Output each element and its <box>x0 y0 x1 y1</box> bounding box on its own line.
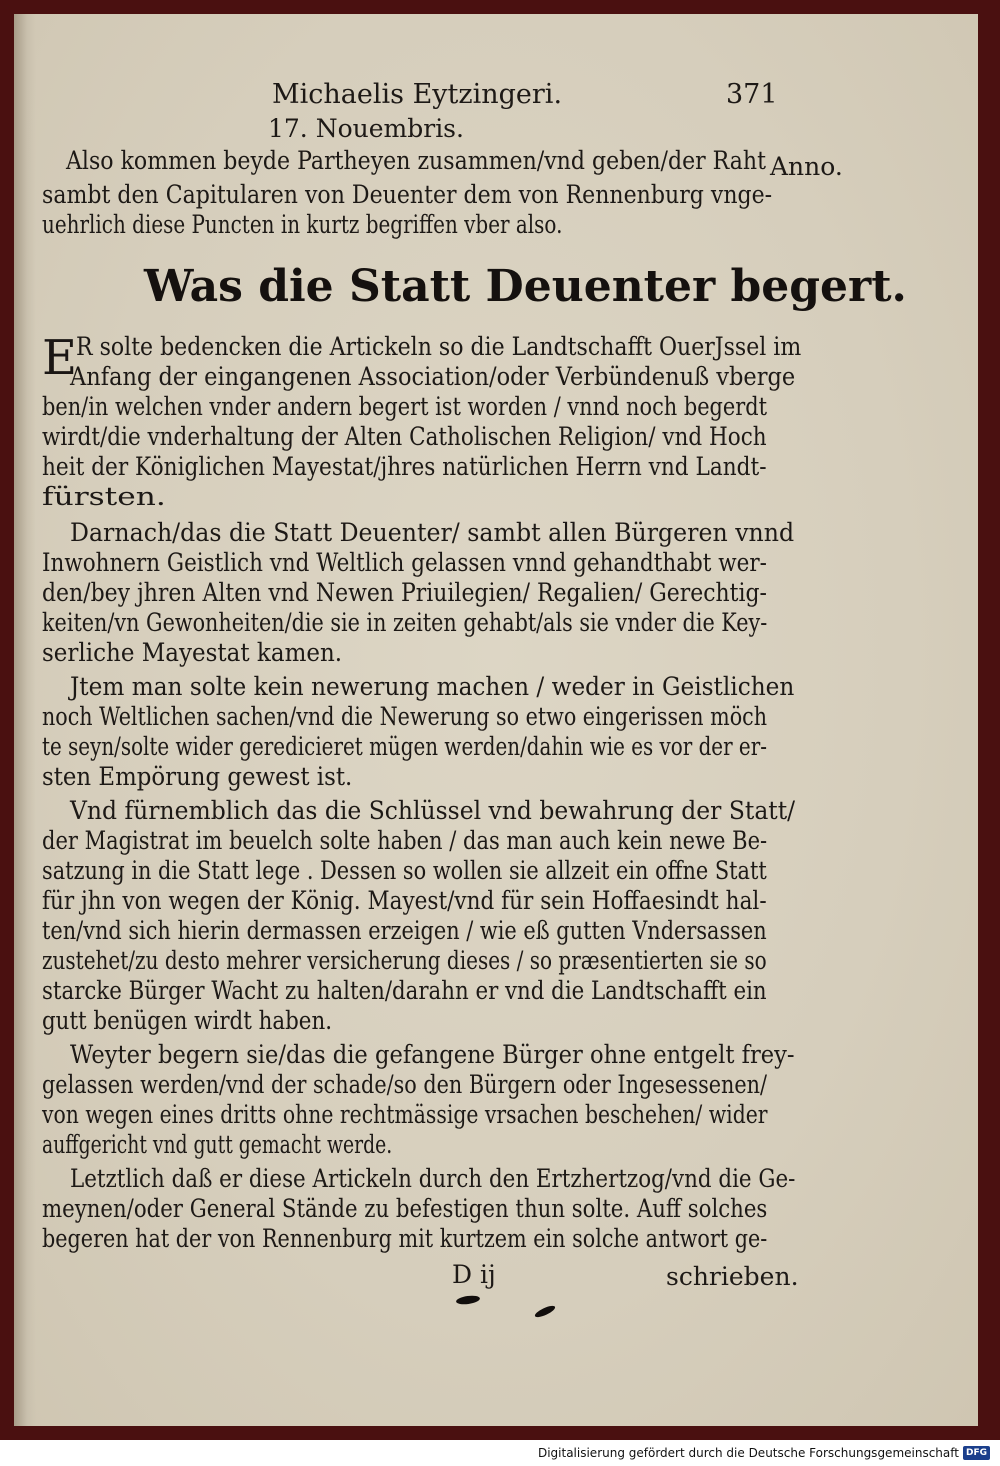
drop-cap: E <box>42 330 78 386</box>
text-line: den/bey jhren Alten vnd Newen Priuilegien/ Regalien/ Gerechtig- <box>42 578 767 607</box>
footer-text: Digitalisierung gefördert durch die Deutsche Forschungsgemeinschaft <box>537 1446 959 1460</box>
text-line: ten/vnd sich hierin dermassen erzeigen / wie eß gutten Vndersassen <box>42 916 767 945</box>
text-line: te seyn/solte wider geredicieret mügen werden/dahin wie es vor der er- <box>42 732 767 761</box>
text-line: R solte bedencken die Artickeln so die Landtschafft OuerJssel im <box>76 332 802 361</box>
ink-smudge <box>534 1304 557 1320</box>
text-line: Vnd fürnemblich das die Schlüssel vnd bewahrung der Statt/ <box>70 796 796 825</box>
text-line: Darnach/das die Statt Deuenter/ sambt allen Bürgeren vnnd <box>70 518 795 547</box>
ink-smudge <box>456 1294 481 1305</box>
date-line: 17. Nouembris. <box>268 114 464 143</box>
text-line: satzung in die Statt lege . Dessen so wollen sie allzeit ein offne Statt <box>42 856 767 885</box>
signature-mark: D ij <box>452 1260 496 1289</box>
text-line: Letztlich daß er diese Artickeln durch den Ertzhertzog/vnd die Ge- <box>70 1164 796 1193</box>
section-heading: Was die Statt Deuenter begert. <box>144 261 907 312</box>
footer-credit <box>538 1443 990 1463</box>
text-line: wirdt/die vnderhaltung der Alten Catholischen Religion/ vnd Hoch <box>42 422 767 451</box>
margin-note: Anno. <box>770 152 843 181</box>
catchword: schrieben. <box>666 1262 799 1291</box>
text-line: auffgericht vnd gutt gemacht werde. <box>42 1130 393 1159</box>
text-line: begeren hat der von Rennenburg mit kurtzem ein solche antwort ge- <box>42 1224 768 1253</box>
text-line: von wegen eines dritts ohne rechtmässige vrsachen beschehen/ wider <box>42 1100 768 1129</box>
text-line: Inwohnern Geistlich vnd Weltlich gelassen vnnd gehandthabt wer- <box>42 548 767 577</box>
text-line: fürsten. <box>42 482 166 511</box>
text-line: Jtem man solte kein newerung machen / weder in Geistlichen <box>70 672 795 701</box>
text-line: Anfang der eingangenen Association/oder Verbündenuß vberge <box>70 362 796 391</box>
dfg-logo-icon: DFG <box>963 1446 990 1460</box>
book-page <box>14 14 978 1426</box>
text-line: zustehet/zu desto mehrer versicherung dieses / so præsentierten sie so <box>42 946 767 975</box>
running-head: Michaelis Eytzingeri. <box>272 79 563 110</box>
text-line: Weyter begern sie/das die gefangene Bürger ohne entgelt frey- <box>70 1040 795 1069</box>
text-line: ben/in welchen vnder andern begert ist worden / vnnd noch begerdt <box>42 392 768 421</box>
text-line: serliche Mayestat kamen. <box>42 638 343 667</box>
text-line: der Magistrat im beuelch solte haben / das man auch kein newe Be- <box>42 826 768 855</box>
text-line: sambt den Capitularen von Deuenter dem von Rennenburg vnge- <box>42 180 773 209</box>
page-number: 371 <box>726 79 778 110</box>
text-line: für jhn von wegen der König. Mayest/vnd für sein Hoffaesindt hal- <box>42 886 767 915</box>
text-line: heit der Königlichen Mayestat/jhres natürlichen Herrn vnd Landt- <box>42 452 767 481</box>
text-line: uehrlich diese Puncten in kurtz begriffen vber also. <box>42 210 563 239</box>
text-line: noch Weltlichen sachen/vnd die Newerung so etwo eingerissen möch <box>42 702 768 731</box>
text-line: meynen/oder General Stände zu befestigen thun solte. Auff solches <box>42 1194 768 1223</box>
text-line: starcke Bürger Wacht zu halten/darahn er vnd die Landtschafft ein <box>42 976 767 1005</box>
text-line: keiten/vn Gewonheiten/die sie in zeiten gehabt/als sie vnder die Key- <box>42 608 768 637</box>
text-line: gutt benügen wirdt haben. <box>42 1006 333 1035</box>
text-line: sten Empörung gewest ist. <box>42 762 353 791</box>
text-line: Also kommen beyde Partheyen zusammen/vnd geben/der Raht <box>66 146 766 175</box>
text-line: gelassen werden/vnd der schade/so den Bürgern oder Ingesessenen/ <box>42 1070 768 1099</box>
